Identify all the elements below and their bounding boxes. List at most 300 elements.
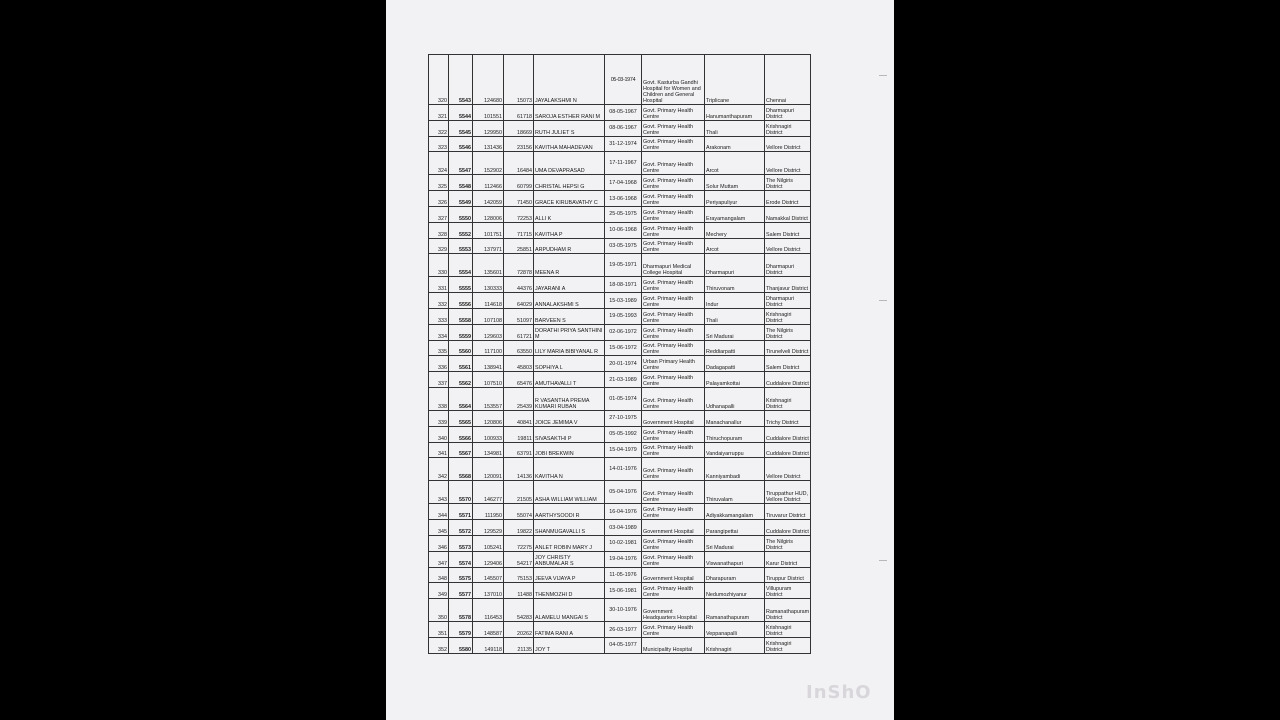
serial-number-cell: 341 (429, 442, 449, 458)
margin-mark (879, 300, 887, 301)
place-cell: Indur (705, 293, 765, 309)
code-number-cell: 21135 (504, 637, 534, 653)
table-row (429, 340, 811, 356)
district-cell: The Nilgiris District (765, 535, 811, 551)
name-cell: SHANMUGAVALLI S (534, 520, 605, 536)
serial-number-cell: 337 (429, 372, 449, 388)
institution-cell: Govt. Primary Health Centre (642, 372, 705, 388)
place-cell: Vandaiyarruppu (705, 442, 765, 458)
table-row (429, 238, 811, 254)
code-number-cell: 23156 (504, 136, 534, 152)
name-cell: SOPHIYA L (534, 356, 605, 372)
serial-number-cell: 328 (429, 222, 449, 238)
district-cell: Krishnagiri District (765, 387, 811, 410)
reg-number-cell: 152902 (473, 152, 504, 175)
id-number-cell: 5574 (449, 551, 473, 567)
date-of-birth-cell: 15-06-1972 (605, 340, 642, 356)
code-number-cell: 54283 (504, 599, 534, 622)
district-cell: The Nilgiris District (765, 175, 811, 191)
date-of-birth-cell: 27-10-1975 (605, 410, 642, 426)
reg-number-cell: 129950 (473, 120, 504, 136)
institution-cell: Government Headquarters Hospital (642, 599, 705, 622)
date-of-birth-cell: 16-04-1976 (605, 504, 642, 520)
id-number-cell: 5543 (449, 55, 473, 105)
date-of-birth-cell: 05-05-1992 (605, 426, 642, 442)
district-cell: Ramanathapuram District (765, 599, 811, 622)
district-cell: Namakkal District (765, 206, 811, 222)
date-of-birth-cell: 15-06-1981 (605, 583, 642, 599)
id-number-cell: 5561 (449, 356, 473, 372)
serial-number-cell: 351 (429, 622, 449, 638)
institution-cell: Govt. Primary Health Centre (642, 293, 705, 309)
reg-number-cell: 128006 (473, 206, 504, 222)
id-number-cell: 5555 (449, 277, 473, 293)
district-cell: Vellore District (765, 458, 811, 481)
place-cell: Dharapuram (705, 567, 765, 583)
code-number-cell: 16484 (504, 152, 534, 175)
code-number-cell: 61721 (504, 324, 534, 340)
id-number-cell: 5565 (449, 410, 473, 426)
reg-number-cell: 153557 (473, 387, 504, 410)
code-number-cell: 60799 (504, 175, 534, 191)
serial-number-cell: 335 (429, 340, 449, 356)
date-of-birth-cell: 05-04-1976 (605, 481, 642, 504)
date-of-birth-cell: 10-02-1981 (605, 535, 642, 551)
name-cell: JOY T (534, 637, 605, 653)
reg-number-cell: 120806 (473, 410, 504, 426)
date-of-birth-cell: 25-05-1975 (605, 206, 642, 222)
name-cell: ALAMELU MANGAI S (534, 599, 605, 622)
place-cell: Adiyakkamangalam (705, 504, 765, 520)
reg-number-cell: 111950 (473, 504, 504, 520)
serial-number-cell: 348 (429, 567, 449, 583)
table-row (429, 535, 811, 551)
reg-number-cell: 107108 (473, 308, 504, 324)
code-number-cell: 54217 (504, 551, 534, 567)
id-number-cell: 5558 (449, 308, 473, 324)
district-cell: Thanjavur District (765, 277, 811, 293)
serial-number-cell: 325 (429, 175, 449, 191)
serial-number-cell: 324 (429, 152, 449, 175)
id-number-cell: 5568 (449, 458, 473, 481)
reg-number-cell: 124680 (473, 55, 504, 105)
serial-number-cell: 332 (429, 293, 449, 309)
id-number-cell: 5573 (449, 535, 473, 551)
serial-number-cell: 338 (429, 387, 449, 410)
place-cell: Nedumozhiyanur (705, 583, 765, 599)
code-number-cell: 40841 (504, 410, 534, 426)
serial-number-cell: 344 (429, 504, 449, 520)
name-cell: JOY CHRISTY ANBUMALAR S (534, 551, 605, 567)
id-number-cell: 5578 (449, 599, 473, 622)
id-number-cell: 5562 (449, 372, 473, 388)
date-of-birth-cell: 31-12-1974 (605, 136, 642, 152)
district-cell: Tiruppur District (765, 567, 811, 583)
institution-cell: Govt. Primary Health Centre (642, 551, 705, 567)
district-cell: Cuddalore District (765, 442, 811, 458)
institution-cell: Govt. Primary Health Centre (642, 277, 705, 293)
serial-number-cell: 322 (429, 120, 449, 136)
name-cell: MEENA R (534, 254, 605, 277)
institution-cell: Govt. Primary Health Centre (642, 105, 705, 121)
date-of-birth-cell: 20-01-1974 (605, 356, 642, 372)
date-of-birth-cell: 17-11-1967 (605, 152, 642, 175)
district-cell: Tiruvarur District (765, 504, 811, 520)
id-number-cell: 5575 (449, 567, 473, 583)
serial-number-cell: 334 (429, 324, 449, 340)
id-number-cell: 5566 (449, 426, 473, 442)
code-number-cell: 14136 (504, 458, 534, 481)
district-cell: Dharmapuri District (765, 293, 811, 309)
place-cell: Mechery (705, 222, 765, 238)
institution-cell: Govt. Primary Health Centre (642, 340, 705, 356)
name-cell: GRACE KIRUBAVATHY C (534, 191, 605, 207)
serial-number-cell: 343 (429, 481, 449, 504)
margin-mark (879, 75, 887, 76)
code-number-cell: 21505 (504, 481, 534, 504)
place-cell: Thiruvalam (705, 481, 765, 504)
institution-cell: Govt. Primary Health Centre (642, 152, 705, 175)
date-of-birth-cell: 30-10-1976 (605, 599, 642, 622)
code-number-cell: 65476 (504, 372, 534, 388)
place-cell: Dadagapatti (705, 356, 765, 372)
date-of-birth-cell: 03-04-1989 (605, 520, 642, 536)
district-cell: Karur District (765, 551, 811, 567)
name-cell: THENMOZHI D (534, 583, 605, 599)
district-cell: Cuddalore District (765, 426, 811, 442)
id-number-cell: 5547 (449, 152, 473, 175)
date-of-birth-cell: 15-03-1989 (605, 293, 642, 309)
code-number-cell: 44376 (504, 277, 534, 293)
place-cell: Manachanallur (705, 410, 765, 426)
place-cell: Arcot (705, 152, 765, 175)
place-cell: Erayamangalam (705, 206, 765, 222)
date-of-birth-cell: 26-03-1977 (605, 622, 642, 638)
serial-number-cell: 352 (429, 637, 449, 653)
code-number-cell: 63550 (504, 340, 534, 356)
institution-cell: Govt. Primary Health Centre (642, 535, 705, 551)
place-cell: Palayamkottai (705, 372, 765, 388)
name-cell: SAROJA ESTHER RANI M (534, 105, 605, 121)
table-row (429, 481, 811, 504)
institution-cell: Govt. Primary Health Centre (642, 136, 705, 152)
reg-number-cell: 129529 (473, 520, 504, 536)
district-cell: The Nilgiris District (765, 324, 811, 340)
id-number-cell: 5549 (449, 191, 473, 207)
code-number-cell: 72878 (504, 254, 534, 277)
table-row (429, 191, 811, 207)
code-number-cell: 71450 (504, 191, 534, 207)
institution-cell: Govt. Primary Health Centre (642, 458, 705, 481)
institution-cell: Govt. Primary Health Centre (642, 222, 705, 238)
district-cell: Tiruppathur HUD, Vellore District (765, 481, 811, 504)
place-cell: Triplicane (705, 55, 765, 105)
name-cell: LILY MARIA BIBIYANAL R (534, 340, 605, 356)
table-row (429, 254, 811, 277)
institution-cell: Govt. Primary Health Centre (642, 426, 705, 442)
name-cell: KAVITHA N (534, 458, 605, 481)
table-row (429, 551, 811, 567)
id-number-cell: 5559 (449, 324, 473, 340)
date-of-birth-cell: 08-06-1967 (605, 120, 642, 136)
table-row (429, 637, 811, 653)
serial-number-cell: 327 (429, 206, 449, 222)
reg-number-cell: 135601 (473, 254, 504, 277)
id-number-cell: 5572 (449, 520, 473, 536)
reg-number-cell: 129406 (473, 551, 504, 567)
place-cell: Dharmapuri (705, 254, 765, 277)
district-cell: Vellore District (765, 136, 811, 152)
name-cell: AMUTHAVALLI T (534, 372, 605, 388)
place-cell: Sri Madurai (705, 535, 765, 551)
name-cell: JOICE JEMIMA V (534, 410, 605, 426)
reg-number-cell: 134981 (473, 442, 504, 458)
district-cell: Dharmapuri District (765, 254, 811, 277)
place-cell: Thiruvonam (705, 277, 765, 293)
serial-number-cell: 320 (429, 55, 449, 105)
district-cell: Dharmapuri District (765, 105, 811, 121)
reg-number-cell: 105241 (473, 535, 504, 551)
code-number-cell: 19811 (504, 426, 534, 442)
institution-cell: Government Hospital (642, 410, 705, 426)
institution-cell: Govt. Primary Health Centre (642, 324, 705, 340)
code-number-cell: 55074 (504, 504, 534, 520)
table-row (429, 277, 811, 293)
reg-number-cell: 129603 (473, 324, 504, 340)
reg-number-cell: 100933 (473, 426, 504, 442)
table-row (429, 410, 811, 426)
table-row (429, 152, 811, 175)
place-cell: Parangipettai (705, 520, 765, 536)
place-cell: Solur Muttam (705, 175, 765, 191)
reg-number-cell: 112466 (473, 175, 504, 191)
table-row (429, 356, 811, 372)
reg-number-cell: 142059 (473, 191, 504, 207)
table-row (429, 105, 811, 121)
place-cell: Ramanathapuram (705, 599, 765, 622)
place-cell: Arcot (705, 238, 765, 254)
institution-cell: Govt. Primary Health Centre (642, 387, 705, 410)
place-cell: Veppanapalli (705, 622, 765, 638)
district-cell: Salem District (765, 222, 811, 238)
reg-number-cell: 138941 (473, 356, 504, 372)
reg-number-cell: 101551 (473, 105, 504, 121)
institution-cell: Govt. Kasturba Gandhi Hospital for Women and Children and General Hospital (642, 55, 705, 105)
district-cell: Cuddalore District (765, 372, 811, 388)
serial-number-cell: 350 (429, 599, 449, 622)
code-number-cell: 72275 (504, 535, 534, 551)
table-row (429, 520, 811, 536)
id-number-cell: 5564 (449, 387, 473, 410)
table-row (429, 324, 811, 340)
id-number-cell: 5546 (449, 136, 473, 152)
table-row (429, 599, 811, 622)
code-number-cell: 45803 (504, 356, 534, 372)
reg-number-cell: 117100 (473, 340, 504, 356)
id-number-cell: 5577 (449, 583, 473, 599)
place-cell: Udhanapalli (705, 387, 765, 410)
date-of-birth-cell: 11-05-1976 (605, 567, 642, 583)
place-cell: Kanniyambadi (705, 458, 765, 481)
district-cell: Salem District (765, 356, 811, 372)
id-number-cell: 5580 (449, 637, 473, 653)
place-cell: Arakonam (705, 136, 765, 152)
code-number-cell: 18669 (504, 120, 534, 136)
id-number-cell: 5550 (449, 206, 473, 222)
serial-number-cell: 345 (429, 520, 449, 536)
date-of-birth-cell: 18-08-1971 (605, 277, 642, 293)
reg-number-cell: 145507 (473, 567, 504, 583)
district-cell: Vellore District (765, 238, 811, 254)
district-cell: Krishnagiri District (765, 622, 811, 638)
name-cell: KAVITHA P (534, 222, 605, 238)
institution-cell: Government Hospital (642, 520, 705, 536)
reg-number-cell: 149118 (473, 637, 504, 653)
id-number-cell: 5544 (449, 105, 473, 121)
id-number-cell: 5579 (449, 622, 473, 638)
serial-number-cell: 349 (429, 583, 449, 599)
serial-number-cell: 336 (429, 356, 449, 372)
staff-posting-table (428, 54, 811, 654)
serial-number-cell: 340 (429, 426, 449, 442)
table-row (429, 120, 811, 136)
id-number-cell: 5552 (449, 222, 473, 238)
id-number-cell: 5556 (449, 293, 473, 309)
institution-cell: Urban Primary Health Centre (642, 356, 705, 372)
date-of-birth-cell: 13-06-1968 (605, 191, 642, 207)
name-cell: RUTH JULIET S (534, 120, 605, 136)
place-cell: Reddiarpatti (705, 340, 765, 356)
name-cell: R VASANTHA PREMA KUMARI RUBAN (534, 387, 605, 410)
place-cell: Hanumanthapuram (705, 105, 765, 121)
district-cell: Krishnagiri District (765, 637, 811, 653)
serial-number-cell: 323 (429, 136, 449, 152)
reg-number-cell: 131436 (473, 136, 504, 152)
district-cell: Krishnagiri District (765, 308, 811, 324)
name-cell: CHRISTAL HEPSI G (534, 175, 605, 191)
name-cell: JAYARANI A (534, 277, 605, 293)
code-number-cell: 75153 (504, 567, 534, 583)
institution-cell: Govt. Primary Health Centre (642, 622, 705, 638)
date-of-birth-cell: 19-04-1976 (605, 551, 642, 567)
code-number-cell: 19822 (504, 520, 534, 536)
place-cell: Periyapuliyur (705, 191, 765, 207)
reg-number-cell: 146277 (473, 481, 504, 504)
serial-number-cell: 342 (429, 458, 449, 481)
institution-cell: Govt. Primary Health Centre (642, 504, 705, 520)
serial-number-cell: 321 (429, 105, 449, 121)
table-row (429, 222, 811, 238)
reg-number-cell: 137010 (473, 583, 504, 599)
date-of-birth-cell: 08-05-1967 (605, 105, 642, 121)
serial-number-cell: 329 (429, 238, 449, 254)
name-cell: BARVEEN S (534, 308, 605, 324)
district-cell: Chennai (765, 55, 811, 105)
district-cell: Krishnagiri District (765, 120, 811, 136)
institution-cell: Municipality Hospital (642, 637, 705, 653)
code-number-cell: 61718 (504, 105, 534, 121)
district-cell: Erode District (765, 191, 811, 207)
table-row (429, 458, 811, 481)
institution-cell: Dharmapuri Medical College Hospital (642, 254, 705, 277)
table-row (429, 308, 811, 324)
name-cell: ARPUDHAM R (534, 238, 605, 254)
district-cell: Trichy District (765, 410, 811, 426)
table-row (429, 387, 811, 410)
institution-cell: Govt. Primary Health Centre (642, 481, 705, 504)
date-of-birth-cell: 05-03-1974 (605, 55, 642, 105)
place-cell: Viswanathapuri (705, 551, 765, 567)
id-number-cell: 5554 (449, 254, 473, 277)
date-of-birth-cell: 17-04-1968 (605, 175, 642, 191)
date-of-birth-cell: 01-05-1974 (605, 387, 642, 410)
table-row (429, 293, 811, 309)
code-number-cell: 15073 (504, 55, 534, 105)
serial-number-cell: 331 (429, 277, 449, 293)
name-cell: DORATHI PRIYA SANTHINI M (534, 324, 605, 340)
serial-number-cell: 330 (429, 254, 449, 277)
institution-cell: Govt. Primary Health Centre (642, 175, 705, 191)
institution-cell: Government Hospital (642, 567, 705, 583)
place-cell: Thali (705, 308, 765, 324)
code-number-cell: 63791 (504, 442, 534, 458)
place-cell: Krishnagiri (705, 637, 765, 653)
reg-number-cell: 107510 (473, 372, 504, 388)
place-cell: Thali (705, 120, 765, 136)
app-watermark: InShO (806, 682, 872, 703)
date-of-birth-cell: 19-05-1971 (605, 254, 642, 277)
code-number-cell: 20262 (504, 622, 534, 638)
name-cell: AARTHYSOODI R (534, 504, 605, 520)
date-of-birth-cell: 10-06-1968 (605, 222, 642, 238)
serial-number-cell: 346 (429, 535, 449, 551)
institution-cell: Govt. Primary Health Centre (642, 120, 705, 136)
name-cell: ASHA WILLIAM WILLIAM (534, 481, 605, 504)
place-cell: Thiruchopuram (705, 426, 765, 442)
name-cell: ANNALAKSHMI S (534, 293, 605, 309)
code-number-cell: 25439 (504, 387, 534, 410)
table-row (429, 426, 811, 442)
margin-mark (879, 560, 887, 561)
reg-number-cell: 148587 (473, 622, 504, 638)
district-cell: Tirunelveli District (765, 340, 811, 356)
institution-cell: Govt. Primary Health Centre (642, 238, 705, 254)
date-of-birth-cell: 04-05-1977 (605, 637, 642, 653)
institution-cell: Govt. Primary Health Centre (642, 583, 705, 599)
district-cell: Vellore District (765, 152, 811, 175)
name-cell: SIVASAKTHI P (534, 426, 605, 442)
code-number-cell: 11488 (504, 583, 534, 599)
reg-number-cell: 114618 (473, 293, 504, 309)
name-cell: UMA DEVAPRASAD (534, 152, 605, 175)
id-number-cell: 5548 (449, 175, 473, 191)
institution-cell: Govt. Primary Health Centre (642, 442, 705, 458)
date-of-birth-cell: 21-03-1989 (605, 372, 642, 388)
code-number-cell: 25851 (504, 238, 534, 254)
id-number-cell: 5571 (449, 504, 473, 520)
id-number-cell: 5567 (449, 442, 473, 458)
table-row (429, 136, 811, 152)
date-of-birth-cell: 03-05-1975 (605, 238, 642, 254)
name-cell: ALLI K (534, 206, 605, 222)
name-cell: KAVITHA MAHADEVAN (534, 136, 605, 152)
date-of-birth-cell: 15-04-1979 (605, 442, 642, 458)
table-row (429, 567, 811, 583)
district-cell: Villupuram District (765, 583, 811, 599)
code-number-cell: 71715 (504, 222, 534, 238)
serial-number-cell: 339 (429, 410, 449, 426)
table-row (429, 175, 811, 191)
